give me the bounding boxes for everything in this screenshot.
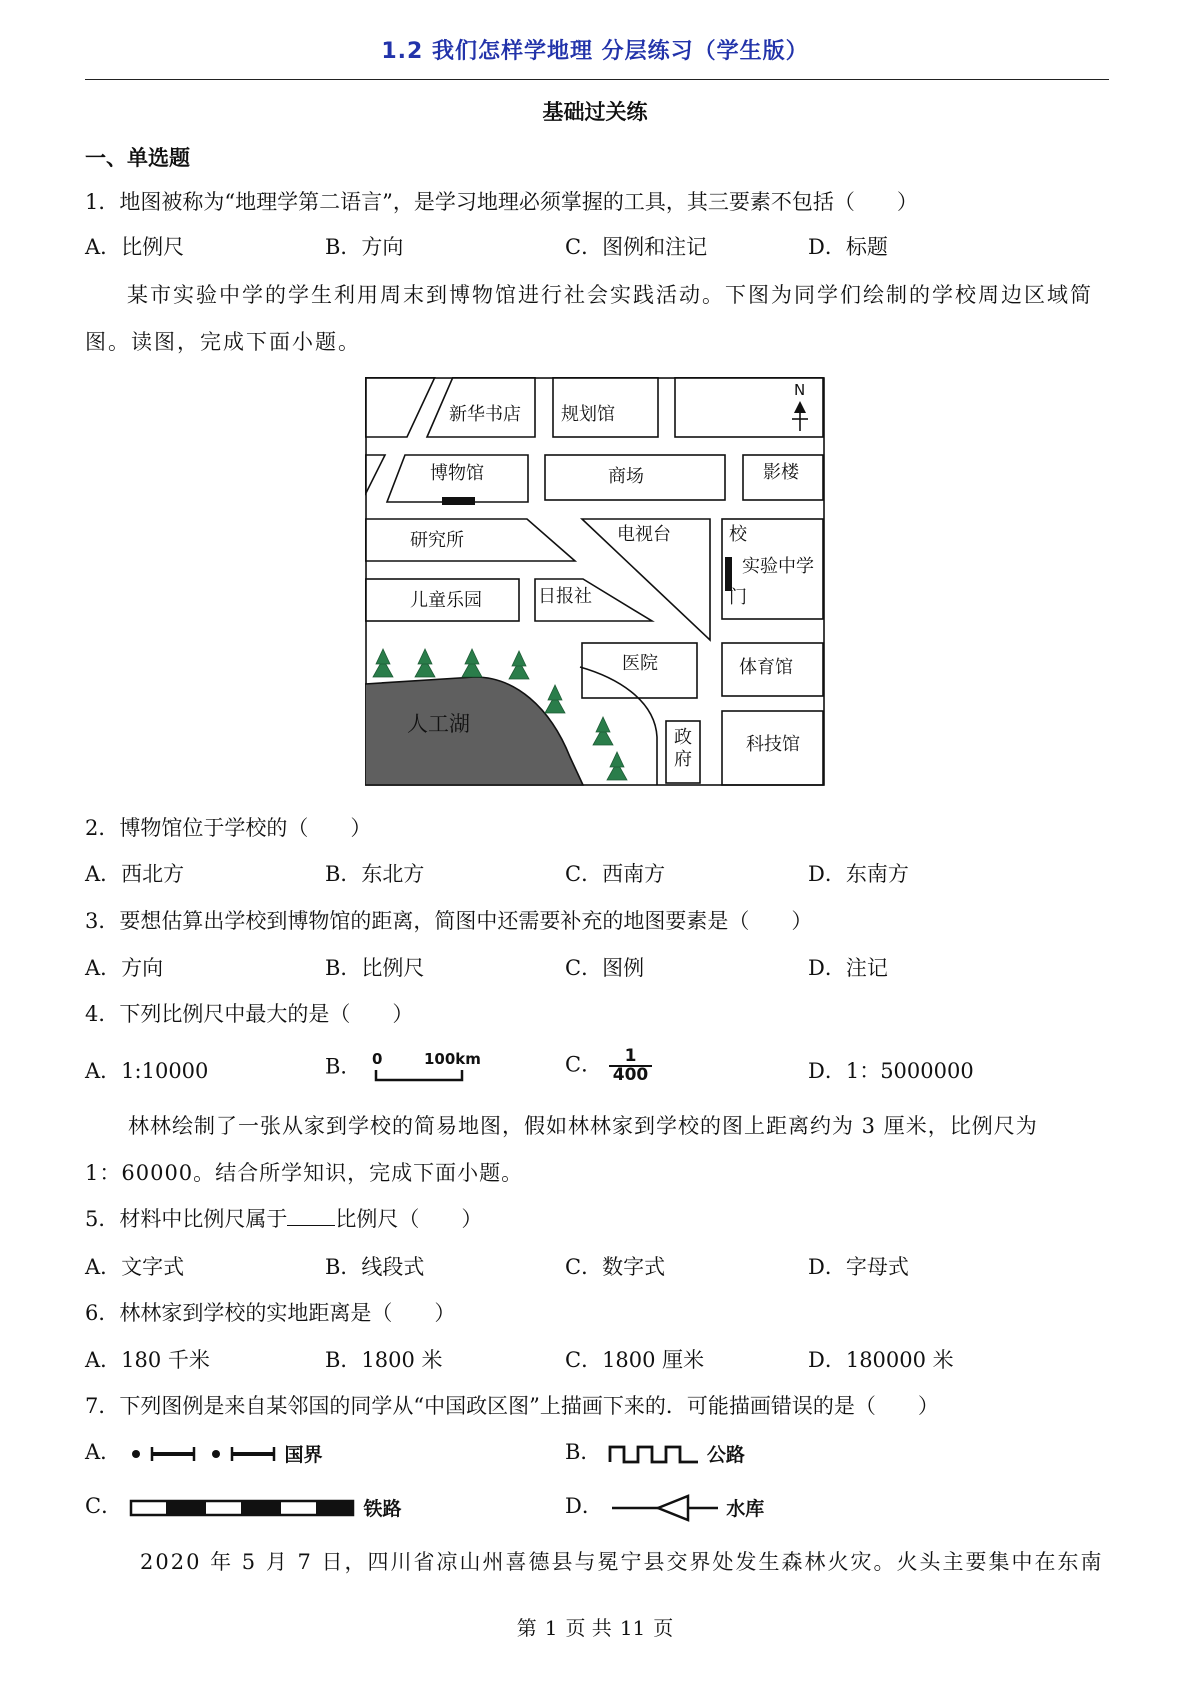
scale-zero-label: 0 <box>372 1050 383 1068</box>
museum-entrance-marker <box>442 497 475 505</box>
line-scale-icon <box>368 1048 488 1088</box>
question-7-stem: 7．下列图例是来自某邻国的同学从“中国政区图”上描画下来的．可能描画错误的是（ ） <box>85 1394 939 1418</box>
map-label-bookstore: 新华书店 <box>449 404 521 425</box>
map-label-school-gate-bottom: 门 <box>729 587 747 608</box>
map-block-nw <box>365 377 435 437</box>
north-label: N <box>794 381 806 399</box>
q7-option-b-label: 公路 <box>706 1444 745 1466</box>
passage-1: 某市实验中学的学生利用周末到博物馆进行社会实践活动。下图为同学们绘制的学校周边区域简图。读图，完成下面小题。 <box>85 283 1093 354</box>
map-label-science: 科技馆 <box>746 734 800 755</box>
q7-option-c-prefix: C． <box>85 1494 123 1518</box>
q3-option-c[interactable]: C．图例 <box>565 956 645 980</box>
q5-stem-after: 比例尺（ ） <box>335 1207 483 1231</box>
tree-icon <box>376 649 390 664</box>
question-1-stem: 1．地图被称为“地理学第二语言”，是学习地理必须掌握的工具，其三要素不包括（ ） <box>85 190 918 214</box>
q2-option-a[interactable]: A．西北方 <box>85 862 185 886</box>
map-label-mall: 商场 <box>608 466 644 487</box>
footer-page-mid: 页 共 <box>565 1616 612 1640</box>
question-2-stem: 2．博物馆位于学校的（ ） <box>85 816 372 840</box>
reservoir-symbol-icon <box>610 1493 720 1523</box>
map-label-school: 实验中学 <box>742 556 814 577</box>
passage-2-line-1: 林林绘制了一张从家到学校的简易地图，假如林林家到学校的图上距离约为 3 厘米，比例尺为 <box>128 1114 1038 1138</box>
footer-page-label: 第 <box>516 1616 537 1640</box>
scale-bar <box>376 1070 462 1080</box>
map-label-gym: 体育馆 <box>739 657 793 678</box>
q2-option-c[interactable]: C．西南方 <box>565 862 666 886</box>
national-border-symbol-icon <box>128 1443 278 1465</box>
school-area-map <box>365 377 827 791</box>
road-symbol-icon <box>608 1443 700 1465</box>
q7-option-a[interactable] <box>85 1436 323 1467</box>
map-block-institute <box>365 519 575 561</box>
scale-distance-label: 100km <box>424 1050 482 1068</box>
map-label-gov-bottom: 府 <box>674 749 692 770</box>
map-label-cinema: 影楼 <box>763 462 799 483</box>
header-title: 1.2 我们怎样学地理 分层练习（学生版） <box>381 39 809 64</box>
q7-option-d-label: 水库 <box>726 1498 765 1520</box>
q6-option-d[interactable]: D．180000 米 <box>808 1348 954 1372</box>
map-label-planning: 规划馆 <box>561 404 615 425</box>
map-label-museum: 博物馆 <box>430 463 484 484</box>
q5-option-d[interactable]: D．字母式 <box>808 1255 909 1279</box>
tree-icon <box>610 752 624 767</box>
q7-option-a-label: 国界 <box>284 1444 323 1466</box>
q7-option-d-prefix: D． <box>565 1494 603 1518</box>
q7-option-b[interactable] <box>565 1436 745 1467</box>
q5-option-b[interactable]: B．线段式 <box>325 1255 425 1279</box>
q7-option-c-label: 铁路 <box>363 1498 402 1520</box>
map-label-gov-top: 政 <box>674 727 692 748</box>
q1-option-d[interactable]: D．标题 <box>808 235 888 259</box>
map-label-newspaper: 日报社 <box>538 586 592 607</box>
q4-option-b[interactable] <box>325 1048 488 1088</box>
footer-page-end: 页 <box>653 1616 674 1640</box>
q4-option-a[interactable]: A．1:10000 <box>85 1059 209 1083</box>
q5-blank <box>287 1207 335 1226</box>
section-heading: 一、单选题 <box>85 146 190 170</box>
footer-page-number: 1 <box>544 1616 558 1640</box>
q7-option-c[interactable] <box>85 1490 401 1521</box>
q1-option-a[interactable]: A．比例尺 <box>85 235 185 259</box>
q2-option-b[interactable]: B．东北方 <box>325 862 425 886</box>
map-label-institute: 研究所 <box>410 530 464 551</box>
q1-option-b[interactable]: B．方向 <box>325 235 404 259</box>
railway-symbol-icon <box>129 1496 357 1520</box>
q1-option-c[interactable]: C．图例和注记 <box>565 235 708 259</box>
q5-option-a[interactable]: A．文字式 <box>85 1255 185 1279</box>
q2-option-d[interactable]: D．东南方 <box>808 862 909 886</box>
passage-3: 2020 年 5 月 7 日，四川省凉山州喜德县与冕宁县交界处发生森林火灾。火头主要集中在东南 <box>140 1550 1104 1574</box>
q3-option-b[interactable]: B．比例尺 <box>325 956 425 980</box>
map-label-lake: 人工湖 <box>407 712 470 736</box>
map-label-hospital: 医院 <box>622 653 658 674</box>
q7-option-a-prefix: A． <box>85 1440 122 1464</box>
q7-option-d[interactable] <box>565 1490 764 1523</box>
tree-icon <box>548 685 562 700</box>
question-4-stem: 4．下列比例尺中最大的是（ ） <box>85 1002 414 1026</box>
artificial-lake <box>365 677 583 785</box>
fraction-denominator: 400 <box>609 1065 653 1084</box>
north-arrow-head <box>794 401 806 413</box>
numeric-scale-fraction <box>609 1048 653 1084</box>
school-gate-marker <box>725 557 732 591</box>
tree-icon <box>596 717 610 732</box>
tree-icon <box>465 649 479 664</box>
q4-option-d[interactable]: D．1：5000000 <box>808 1059 974 1083</box>
q6-option-a[interactable]: A．180 千米 <box>85 1348 210 1372</box>
q3-option-d[interactable]: D．注记 <box>808 956 888 980</box>
q4-option-b-prefix: B． <box>325 1054 362 1079</box>
q5-stem-before: 5．材料中比例尺属于 <box>85 1207 288 1231</box>
question-5-stem <box>85 1203 482 1233</box>
question-6-stem: 6．林林家到学校的实地距离是（ ） <box>85 1301 456 1325</box>
map-block-w-small <box>365 455 385 495</box>
q6-option-b[interactable]: B．1800 米 <box>325 1348 443 1372</box>
tree-icon <box>512 651 526 666</box>
tree-icon <box>418 649 432 664</box>
map-label-tv: 电视台 <box>617 524 671 545</box>
q4-option-c-prefix: C． <box>565 1052 603 1077</box>
footer-total-pages: 11 <box>619 1616 646 1640</box>
fraction-numerator: 1 <box>624 1046 637 1066</box>
page-footer <box>0 1612 1190 1641</box>
map-label-park: 儿童乐园 <box>410 590 482 611</box>
question-3-stem: 3．要想估算出学校到博物馆的距离，简图中还需要补充的地图要素是（ ） <box>85 909 813 933</box>
subtitle: 基础过关练 <box>542 100 648 124</box>
q7-option-b-prefix: B． <box>565 1440 602 1464</box>
q6-option-c[interactable]: C．1800 厘米 <box>565 1348 705 1372</box>
q5-option-c[interactable]: C．数字式 <box>565 1255 666 1279</box>
header-divider <box>85 79 1109 80</box>
map-label-school-gate-top: 校 <box>729 524 747 545</box>
q3-option-a[interactable]: A．方向 <box>85 956 164 980</box>
passage-2-line-2: 1：60000。结合所学知识，完成下面小题。 <box>85 1161 524 1185</box>
q4-option-c[interactable] <box>565 1048 652 1084</box>
